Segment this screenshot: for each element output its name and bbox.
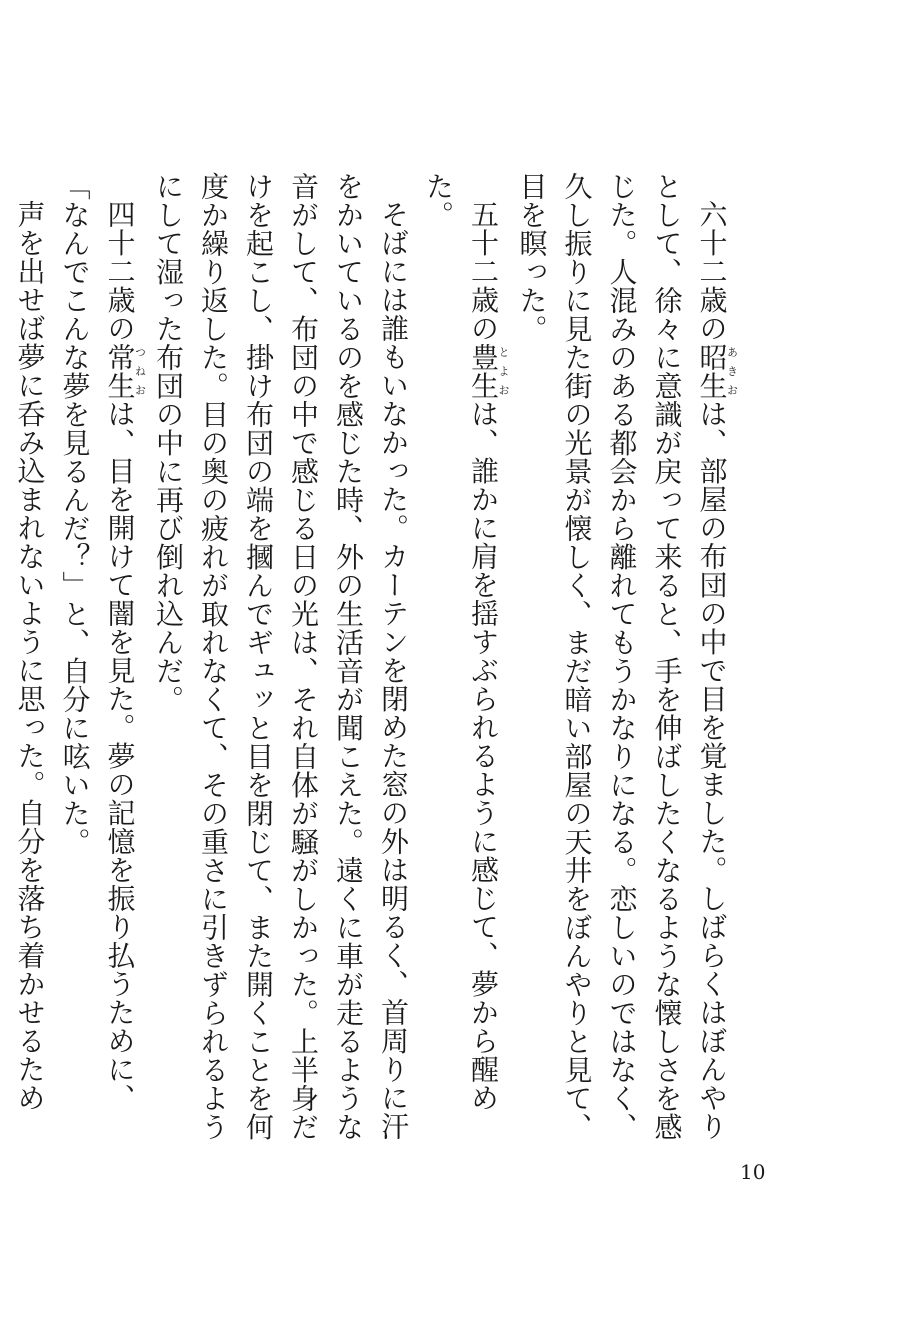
body-text xyxy=(13,172,739,1152)
paragraph-3: そばには誰もいなかった。カーテンを閉めた窓の外は明るく、首周りに汗をかいているのを感じた時、外の生活音が聞こえた。遠くに車が走るような音がして、布団の中で感じる日の光は、それ自体が騒がしかった。上半身だけを起こし、掛け布団の端を摑んでギュッと目を閉じて、また開くことを何度か繰り返した。目の奥の疲れが取れなくて、その重さに引きずられるようにして湿った布団の中に再び倒れ込んだ。 xyxy=(152,172,410,1141)
paragraph-2: 五十二歳の豊生とよおは、誰かに肩を揺すぶられるように感じて、夢から醒めた。 xyxy=(422,172,510,1112)
ruby-akio: 昭生あきお xyxy=(695,342,739,400)
ruby-toyoo: 豊生とよお xyxy=(467,342,510,400)
ruby-tsuneo: 常生つねお xyxy=(103,342,147,400)
paragraph-1: 六十二歳の昭生あきおは、部屋の布団の中で目を覚ました。しばらくはぼんやりとして、徐々に意識が戻って来ると、手を伸ばしたくなるような懐しさを感じた。人混みのある都会から離れてもうかなりになる。恋しいのではなく、久し振りに見た街の光景が懐しく、まだ暗い部屋の天井をぼんやりと見て、目を瞑った。 xyxy=(515,172,739,1141)
paragraph-4: 四十二歳の常生つねおは、目を開けて闇を見た。夢の記憶を振り払うために、「なんでこんな夢を見るんだ？」と、自分に呟いた。 xyxy=(58,172,147,1112)
page-number: 10 xyxy=(740,1160,766,1184)
paragraph-5: 声を出せば夢に呑み込まれないように思った。自分を落ち着かせるため xyxy=(13,200,47,1112)
